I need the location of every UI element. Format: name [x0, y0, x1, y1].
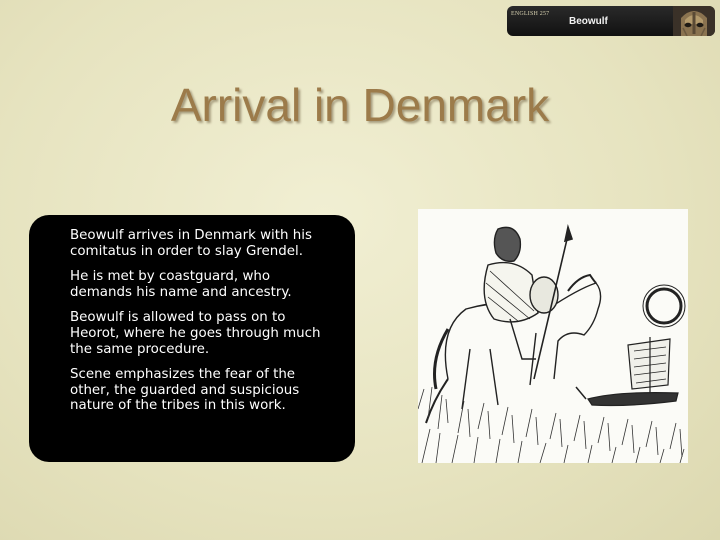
bullet-box — [29, 215, 355, 462]
bullet-item: Beowulf arrives in Denmark with his comitatus in order to slay Grendel. — [70, 228, 312, 259]
course-label: ENGLISH 257 — [511, 11, 550, 17]
illustration-panel — [418, 209, 688, 463]
bullet-item: Beowulf is allowed to pass on to Heorot, where he goes through much the same procedure. — [70, 310, 321, 357]
horseman-illustration — [418, 209, 688, 463]
slide-title: Arrival in Denmark — [170, 79, 550, 131]
bullet-item: He is met by coastguard, who demands his name and ancestry. — [70, 269, 292, 300]
header-title: Beowulf — [569, 16, 608, 27]
bullet-item: Scene emphasizes the fear of the other, the guarded and suspicious nature of the tribes in this work. — [70, 367, 300, 414]
helmet-icon — [673, 6, 715, 36]
header-badge — [507, 6, 715, 36]
